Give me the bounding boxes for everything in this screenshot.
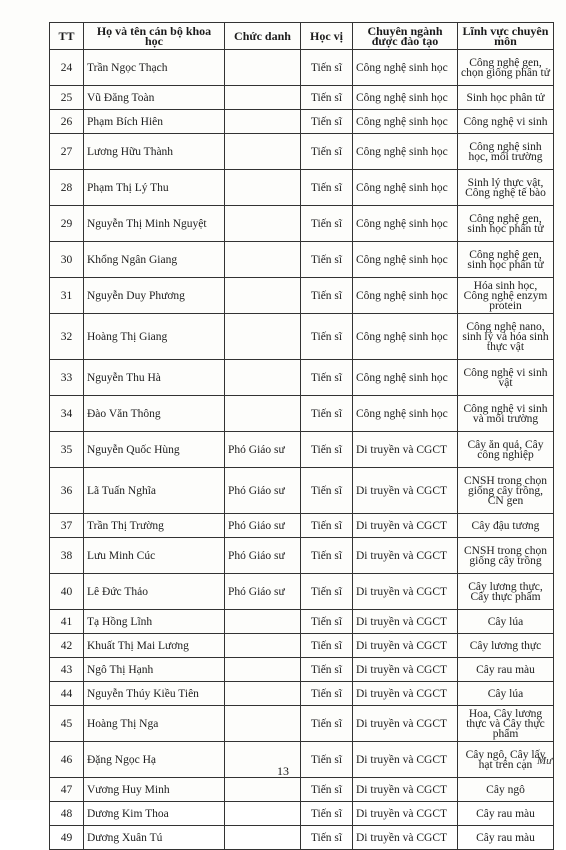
cell-title [225, 658, 301, 682]
cell-title [225, 134, 301, 170]
cell-title [225, 242, 301, 278]
cell-degree: Tiến sĩ [301, 134, 353, 170]
cell-degree: Tiến sĩ [301, 826, 353, 850]
header-degree: Học vị [301, 23, 353, 50]
cell-name: Vương Huy Minh [84, 778, 225, 802]
cell-field: Sinh lý thực vật, Công nghệ tế bào [458, 170, 554, 206]
cell-name: Đặng Ngọc Hạ [84, 742, 225, 778]
cell-degree: Tiến sĩ [301, 110, 353, 134]
cell-tt: 30 [50, 242, 84, 278]
cell-field: Cây lúa [458, 682, 554, 706]
cell-title [225, 610, 301, 634]
cell-major: Di truyền và CGCT [353, 802, 458, 826]
header-major: Chuyên ngành được đào tạo [353, 23, 458, 50]
table-row [50, 110, 554, 134]
cell-tt: 36 [50, 468, 84, 514]
cell-major: Công nghệ sinh học [353, 206, 458, 242]
cell-degree: Tiến sĩ [301, 610, 353, 634]
cell-title [225, 396, 301, 432]
cell-field: Công nghệ gen, sinh học phân tử [458, 206, 554, 242]
table-row [50, 514, 554, 538]
table-row [50, 396, 554, 432]
cell-field: Cây ngô [458, 778, 554, 802]
cell-title [225, 706, 301, 742]
cell-field: Cây lúa [458, 610, 554, 634]
cell-name: Khuất Thị Mai Lương [84, 634, 225, 658]
cell-title [225, 206, 301, 242]
cell-tt: 26 [50, 110, 84, 134]
cell-major: Công nghệ sinh học [353, 86, 458, 110]
page-number: 13 [277, 764, 289, 778]
cell-title [225, 826, 301, 850]
cell-title: Phó Giáo sư [225, 432, 301, 468]
cell-field: Cây lương thực, Cây thực phẩm [458, 574, 554, 610]
table-row [50, 468, 554, 514]
cell-major: Di truyền và CGCT [353, 682, 458, 706]
table-row [50, 826, 554, 850]
cell-tt: 47 [50, 778, 84, 802]
header-title: Chức danh [225, 23, 301, 50]
cell-name: Vũ Đăng Toàn [84, 86, 225, 110]
cell-major: Di truyền và CGCT [353, 514, 458, 538]
cell-field: Công nghệ vi sinh [458, 110, 554, 134]
cell-name: Nguyễn Duy Phương [84, 278, 225, 314]
cell-tt: 24 [50, 50, 84, 86]
cell-degree: Tiến sĩ [301, 706, 353, 742]
cell-major: Công nghệ sinh học [353, 50, 458, 86]
cell-degree: Tiến sĩ [301, 396, 353, 432]
cell-major: Công nghệ sinh học [353, 278, 458, 314]
cell-title [225, 634, 301, 658]
cell-degree: Tiến sĩ [301, 170, 353, 206]
cell-title [225, 360, 301, 396]
cell-name: Lương Hữu Thành [84, 134, 225, 170]
cell-degree: Tiến sĩ [301, 538, 353, 574]
cell-title: Phó Giáo sư [225, 514, 301, 538]
cell-major: Công nghệ sinh học [353, 110, 458, 134]
cell-title [225, 278, 301, 314]
cell-major: Công nghệ sinh học [353, 396, 458, 432]
cell-name: Trần Thị Trường [84, 514, 225, 538]
cell-name: Nguyễn Thị Minh Nguyệt [84, 206, 225, 242]
cell-field: Cây rau màu [458, 658, 554, 682]
cell-title [225, 802, 301, 826]
cell-name: Khổng Ngân Giang [84, 242, 225, 278]
table-row [50, 360, 554, 396]
header-row [50, 23, 554, 50]
cell-tt: 44 [50, 682, 84, 706]
cell-field: CNSH trong chọn giống cây trồng, CN gen [458, 468, 554, 514]
cell-field: Sinh học phân tử [458, 86, 554, 110]
cell-major: Di truyền và CGCT [353, 432, 458, 468]
table-row [50, 682, 554, 706]
cell-degree: Tiến sĩ [301, 50, 353, 86]
cell-degree: Tiến sĩ [301, 242, 353, 278]
table-row [50, 634, 554, 658]
cell-major: Công nghệ sinh học [353, 170, 458, 206]
cell-title [225, 110, 301, 134]
cell-name: Nguyễn Quốc Hùng [84, 432, 225, 468]
cell-title [225, 682, 301, 706]
cell-tt: 37 [50, 514, 84, 538]
cell-name: Dương Kim Thoa [84, 802, 225, 826]
cell-tt: 35 [50, 432, 84, 468]
cell-tt: 32 [50, 314, 84, 360]
cell-tt: 43 [50, 658, 84, 682]
cell-major: Di truyền và CGCT [353, 468, 458, 514]
cell-major: Công nghệ sinh học [353, 242, 458, 278]
table-row [50, 658, 554, 682]
cell-major: Di truyền và CGCT [353, 574, 458, 610]
cell-name: Nguyễn Thúy Kiều Tiên [84, 682, 225, 706]
cell-name: Phạm Bích Hiên [84, 110, 225, 134]
cell-degree: Tiến sĩ [301, 802, 353, 826]
table-row [50, 538, 554, 574]
cell-field: Công nghệ vi sinh và môi trường [458, 396, 554, 432]
cell-tt: 49 [50, 826, 84, 850]
cell-major: Công nghệ sinh học [353, 360, 458, 396]
cell-title: Phó Giáo sư [225, 468, 301, 514]
cell-degree: Tiến sĩ [301, 682, 353, 706]
cell-title [225, 314, 301, 360]
table-row [50, 706, 554, 742]
cell-title [225, 778, 301, 802]
cell-name: Lê Đức Thảo [84, 574, 225, 610]
cell-name: Dương Xuân Tú [84, 826, 225, 850]
cell-degree: Tiến sĩ [301, 514, 353, 538]
table-row [50, 432, 554, 468]
cell-degree: Tiến sĩ [301, 278, 353, 314]
cell-field: CNSH trong chọn giống cây trồng [458, 538, 554, 574]
cell-degree: Tiến sĩ [301, 658, 353, 682]
cell-field: Công nghệ nano, sinh lý và hóa sinh thực vật [458, 314, 554, 360]
cell-major: Di truyền và CGCT [353, 778, 458, 802]
cell-field: Cây rau màu [458, 826, 554, 850]
cell-tt: 31 [50, 278, 84, 314]
cell-tt: 45 [50, 706, 84, 742]
table-row [50, 610, 554, 634]
cell-major: Di truyền và CGCT [353, 658, 458, 682]
cell-title [225, 50, 301, 86]
cell-field: Công nghệ gen, chọn giống phân tử [458, 50, 554, 86]
cell-tt: 38 [50, 538, 84, 574]
cell-degree: Tiến sĩ [301, 574, 353, 610]
cell-field: Cây đậu tương [458, 514, 554, 538]
cell-tt: 28 [50, 170, 84, 206]
header-field: Lĩnh vực chuyên môn [458, 23, 554, 50]
cell-title: Phó Giáo sư [225, 574, 301, 610]
table-row [50, 170, 554, 206]
cell-degree: Tiến sĩ [301, 634, 353, 658]
table-row [50, 134, 554, 170]
table-row [50, 314, 554, 360]
cell-tt: 33 [50, 360, 84, 396]
cell-name: Phạm Thị Lý Thu [84, 170, 225, 206]
cell-major: Di truyền và CGCT [353, 610, 458, 634]
table-row [50, 206, 554, 242]
cell-degree: Tiến sĩ [301, 314, 353, 360]
header-tt: TT [50, 23, 84, 50]
cell-tt: 25 [50, 86, 84, 110]
cell-tt: 40 [50, 574, 84, 610]
cell-tt: 46 [50, 742, 84, 778]
cell-tt: 42 [50, 634, 84, 658]
cell-major: Di truyền và CGCT [353, 706, 458, 742]
cell-major: Di truyền và CGCT [353, 634, 458, 658]
cell-major: Di truyền và CGCT [353, 826, 458, 850]
cell-tt: 29 [50, 206, 84, 242]
table-row [50, 278, 554, 314]
cell-tt: 48 [50, 802, 84, 826]
cell-tt: 34 [50, 396, 84, 432]
cell-major: Công nghệ sinh học [353, 314, 458, 360]
table-row [50, 242, 554, 278]
cell-title: Phó Giáo sư [225, 538, 301, 574]
cell-major: Di truyền và CGCT [353, 538, 458, 574]
table-body [50, 50, 554, 850]
cell-title [225, 86, 301, 110]
cell-degree: Tiến sĩ [301, 432, 353, 468]
table-row [50, 802, 554, 826]
cell-degree: Tiến sĩ [301, 468, 353, 514]
cell-field: Công nghệ gen, sinh học phân tử [458, 242, 554, 278]
table-row [50, 50, 554, 86]
cell-field: Cây rau màu [458, 802, 554, 826]
cell-field: Công nghệ vi sinh vật [458, 360, 554, 396]
cell-field: Hóa sinh học, Công nghệ enzym protein [458, 278, 554, 314]
cell-degree: Tiến sĩ [301, 206, 353, 242]
table-row [50, 778, 554, 802]
cell-degree: Tiến sĩ [301, 778, 353, 802]
cell-degree: Tiến sĩ [301, 360, 353, 396]
cell-name: Lưu Minh Cúc [84, 538, 225, 574]
cell-major: Di truyền và CGCT [353, 742, 458, 778]
header-name: Họ và tên cán bộ khoa học [84, 23, 225, 50]
cell-major: Công nghệ sinh học [353, 134, 458, 170]
cell-tt: 41 [50, 610, 84, 634]
cell-tt: 27 [50, 134, 84, 170]
cell-name: Nguyễn Thu Hà [84, 360, 225, 396]
cell-field: Cây lương thực [458, 634, 554, 658]
cell-field: Cây ngô, Cây lấy hạt trên cạn [458, 742, 554, 778]
table-row [50, 574, 554, 610]
cell-name: Đào Văn Thông [84, 396, 225, 432]
cell-degree: Tiến sĩ [301, 742, 353, 778]
cell-name: Hoàng Thị Giang [84, 314, 225, 360]
table-row [50, 86, 554, 110]
staff-table [49, 22, 554, 850]
cell-name: Tạ Hồng Lĩnh [84, 610, 225, 634]
cell-field: Hoa, Cây lương thực và Cây thực phẩm [458, 706, 554, 742]
cell-name: Hoàng Thị Nga [84, 706, 225, 742]
cell-name: Trần Ngọc Thạch [84, 50, 225, 86]
cell-field: Công nghệ sinh học, môi trường [458, 134, 554, 170]
cell-field: Cây ăn quả, Cây công nghiệp [458, 432, 554, 468]
cell-title [225, 170, 301, 206]
handwritten-initials: Mư [537, 755, 553, 767]
cell-name: Lã Tuấn Nghĩa [84, 468, 225, 514]
cell-degree: Tiến sĩ [301, 86, 353, 110]
cell-name: Ngô Thị Hạnh [84, 658, 225, 682]
